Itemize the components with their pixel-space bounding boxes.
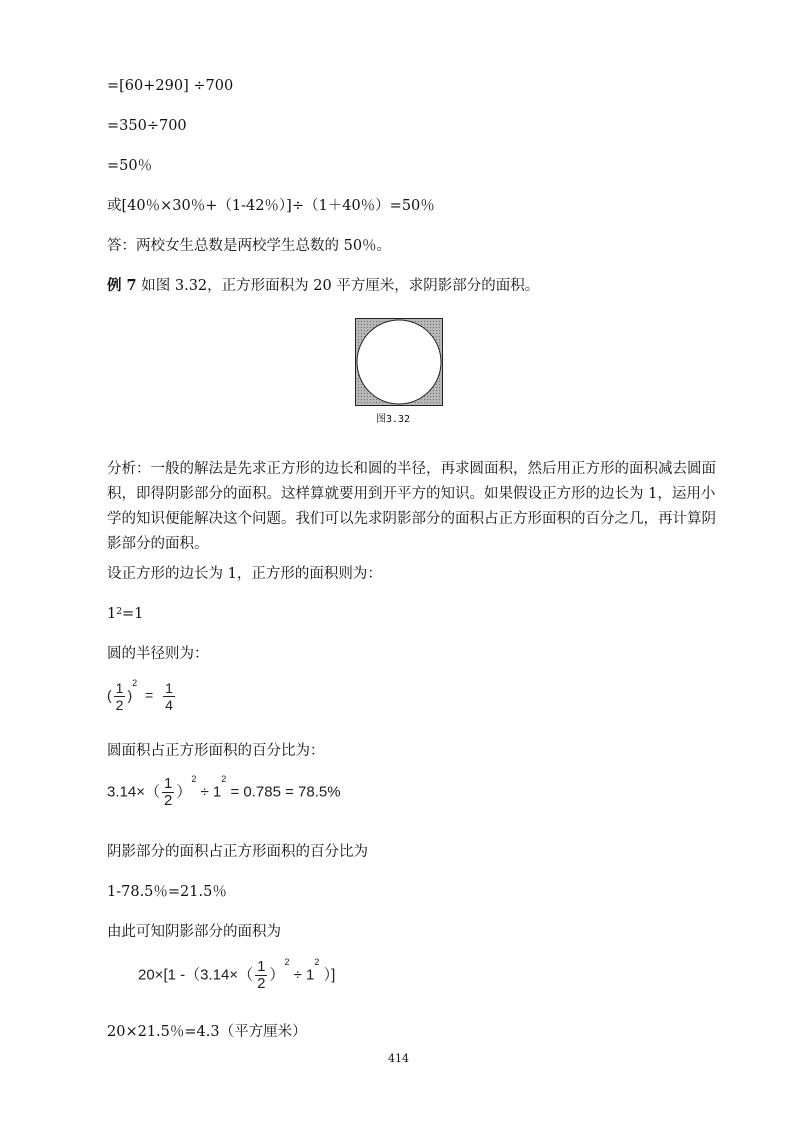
equation-line-4: 或[40％×30％+（1-42％）]÷（1＋40％）=50％ [107,198,435,214]
equation-line-1: =[60+290] ÷700 [107,78,234,94]
shade-percent-value: 1-78.5％=21.5％ [107,884,227,900]
set-side-line: 设正方形的边长为 1，正方形的面积则为： [107,566,382,582]
area-formula: 20×[1 -（3.14×（ $\frac{1}{2}$ ）$^2 \div 1^2$ ）] [138,957,336,992]
inscribed-circle [357,320,441,404]
example-7-heading [107,276,539,296]
circle-percent-label: 圆面积占正方形面积的百分比为： [107,743,325,759]
equation-line-2: =350÷700 [107,118,187,134]
thus-label: 由此可知阴影部分的面积为 [107,924,281,940]
circle-percent-formula: 3.14×（ $\frac{1}{2}$ ）$^2 \div 1^2 = 0.785 = 78.5\%$ [107,774,341,809]
example-7-text: 如图 3.32，正方形面积为 20 平方厘米，求阴影部分的面积。 [136,278,540,294]
analysis-paragraph: 分析：一般的解法是先求正方形的边长和圆的半径，再求圆面积，然后用正方形的面积减去圆面积，即得阴影部分的面积。这样算就要用到开平方的知识。如果假设正方形的边长为 1，运用小学的知识便能解决这个问题。我们可以先求阴影部分的面积占正方形面积的百分之几，再计算阴影部分的面积。 [107,461,716,552]
fraction-one-half: $\frac{1}{2}$ [115,680,124,713]
one-squared-line: $1^2=1$ [107,606,144,622]
equation-line-3: =50％ [107,158,153,174]
final-answer-line: 20×21.5％=4.3（平方厘米） [107,1024,307,1040]
page-number: 414 [388,1052,409,1065]
radius-formula: ( $\frac{1}{2}$ )$^2$ = $\frac{1}{4}$ [107,678,173,713]
shade-percent-label: 阴影部分的面积占正方形面积的百分比为 [107,844,368,860]
figure-3-32 [355,318,443,406]
fraction-one-quarter: $\frac{1}{4}$ [165,680,173,713]
radius-label: 圆的半径则为： [107,646,209,662]
example-7-label: 例 7 [107,277,137,294]
figure-caption: 图3.32 [376,414,411,425]
answer-line: 答：两校女生总数是两校学生总数的 50％。 [107,238,392,254]
